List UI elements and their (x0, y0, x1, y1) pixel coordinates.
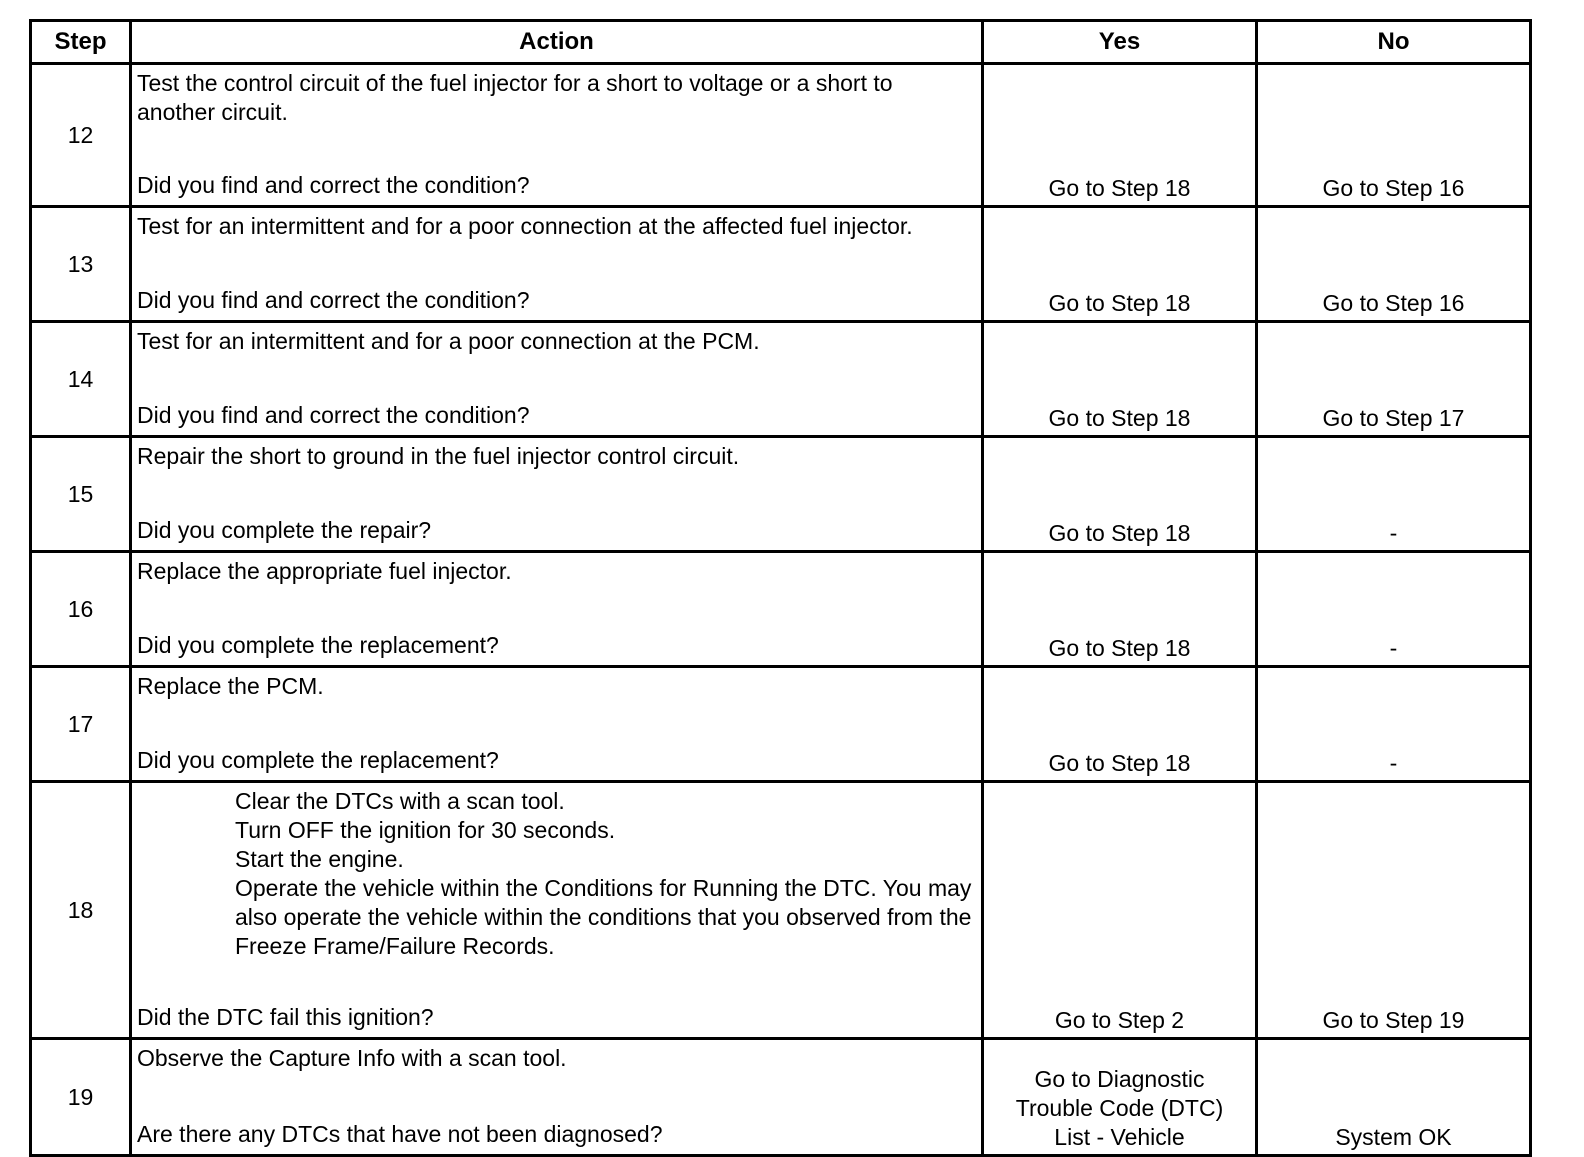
procedure-list (137, 787, 975, 961)
table-row (31, 322, 1531, 437)
action-question: Did you find and correct the condition? (137, 402, 530, 428)
action-question: Did the DTC fail this ignition? (137, 1004, 434, 1030)
action-cell (131, 667, 983, 782)
yes-result: Go to Step 18 (983, 437, 1257, 552)
action-cell (131, 64, 983, 207)
table-row (31, 552, 1531, 667)
step-number: 13 (31, 207, 131, 322)
no-result: Go to Step 19 (1257, 782, 1531, 1039)
no-result: Go to Step 16 (1257, 207, 1531, 322)
step-number: 12 (31, 64, 131, 207)
action-question: Did you find and correct the condition? (137, 172, 530, 198)
action-text: Test the control circuit of the fuel injector for a short to voltage or a short to another circuit. (137, 70, 893, 125)
table-row (31, 64, 1531, 207)
action-cell (131, 782, 983, 1039)
step-number: 17 (31, 667, 131, 782)
action-text: Observe the Capture Info with a scan tool. (137, 1045, 567, 1071)
table-row (31, 207, 1531, 322)
table-row (31, 667, 1531, 782)
action-question: Did you complete the repair? (137, 517, 432, 543)
no-result: - (1257, 552, 1531, 667)
no-result: Go to Step 16 (1257, 64, 1531, 207)
procedure-item: Operate the vehicle within the Conditions for Running the DTC. You may also operate the vehicle within the conditions that you observed from the Freeze Frame/Failure Records. (235, 875, 972, 959)
action-text: Replace the PCM. (137, 673, 324, 699)
step-number: 18 (31, 782, 131, 1039)
action-cell (131, 322, 983, 437)
yes-result: Go to Diagnostic Trouble Code (DTC) List - Vehicle (983, 1039, 1257, 1156)
header-row (31, 21, 1531, 64)
step-number: 16 (31, 552, 131, 667)
yes-result: Go to Step 18 (983, 552, 1257, 667)
header-yes: Yes (983, 21, 1257, 64)
table-row (31, 782, 1531, 1039)
header-step: Step (31, 21, 131, 64)
yes-result: Go to Step 2 (983, 782, 1257, 1039)
no-result: - (1257, 437, 1531, 552)
action-question: Did you complete the replacement? (137, 632, 499, 658)
no-result: System OK (1257, 1039, 1531, 1156)
action-question: Did you find and correct the condition? (137, 287, 530, 313)
no-result: - (1257, 667, 1531, 782)
no-result: Go to Step 17 (1257, 322, 1531, 437)
diagnostic-table (29, 19, 1532, 1157)
yes-result: Go to Step 18 (983, 207, 1257, 322)
action-question: Are there any DTCs that have not been diagnosed? (137, 1121, 663, 1147)
yes-result: Go to Step 18 (983, 322, 1257, 437)
action-text: Replace the appropriate fuel injector. (137, 558, 512, 584)
table-row (31, 1039, 1531, 1156)
yes-result: Go to Step 18 (983, 64, 1257, 207)
step-number: 14 (31, 322, 131, 437)
step-number: 19 (31, 1039, 131, 1156)
yes-result: Go to Step 18 (983, 667, 1257, 782)
procedure-item: Clear the DTCs with a scan tool. (235, 788, 565, 814)
header-no: No (1257, 21, 1531, 64)
action-cell (131, 552, 983, 667)
action-cell (131, 207, 983, 322)
procedure-item: Start the engine. (235, 846, 404, 872)
header-action: Action (131, 21, 983, 64)
action-text: Test for an intermittent and for a poor connection at the affected fuel injector. (137, 213, 913, 239)
step-number: 15 (31, 437, 131, 552)
action-cell (131, 437, 983, 552)
action-text: Test for an intermittent and for a poor connection at the PCM. (137, 328, 760, 354)
procedure-item: Turn OFF the ignition for 30 seconds. (235, 817, 616, 843)
action-question: Did you complete the replacement? (137, 747, 499, 773)
table-row (31, 437, 1531, 552)
action-text: Repair the short to ground in the fuel injector control circuit. (137, 443, 740, 469)
action-cell (131, 1039, 983, 1156)
